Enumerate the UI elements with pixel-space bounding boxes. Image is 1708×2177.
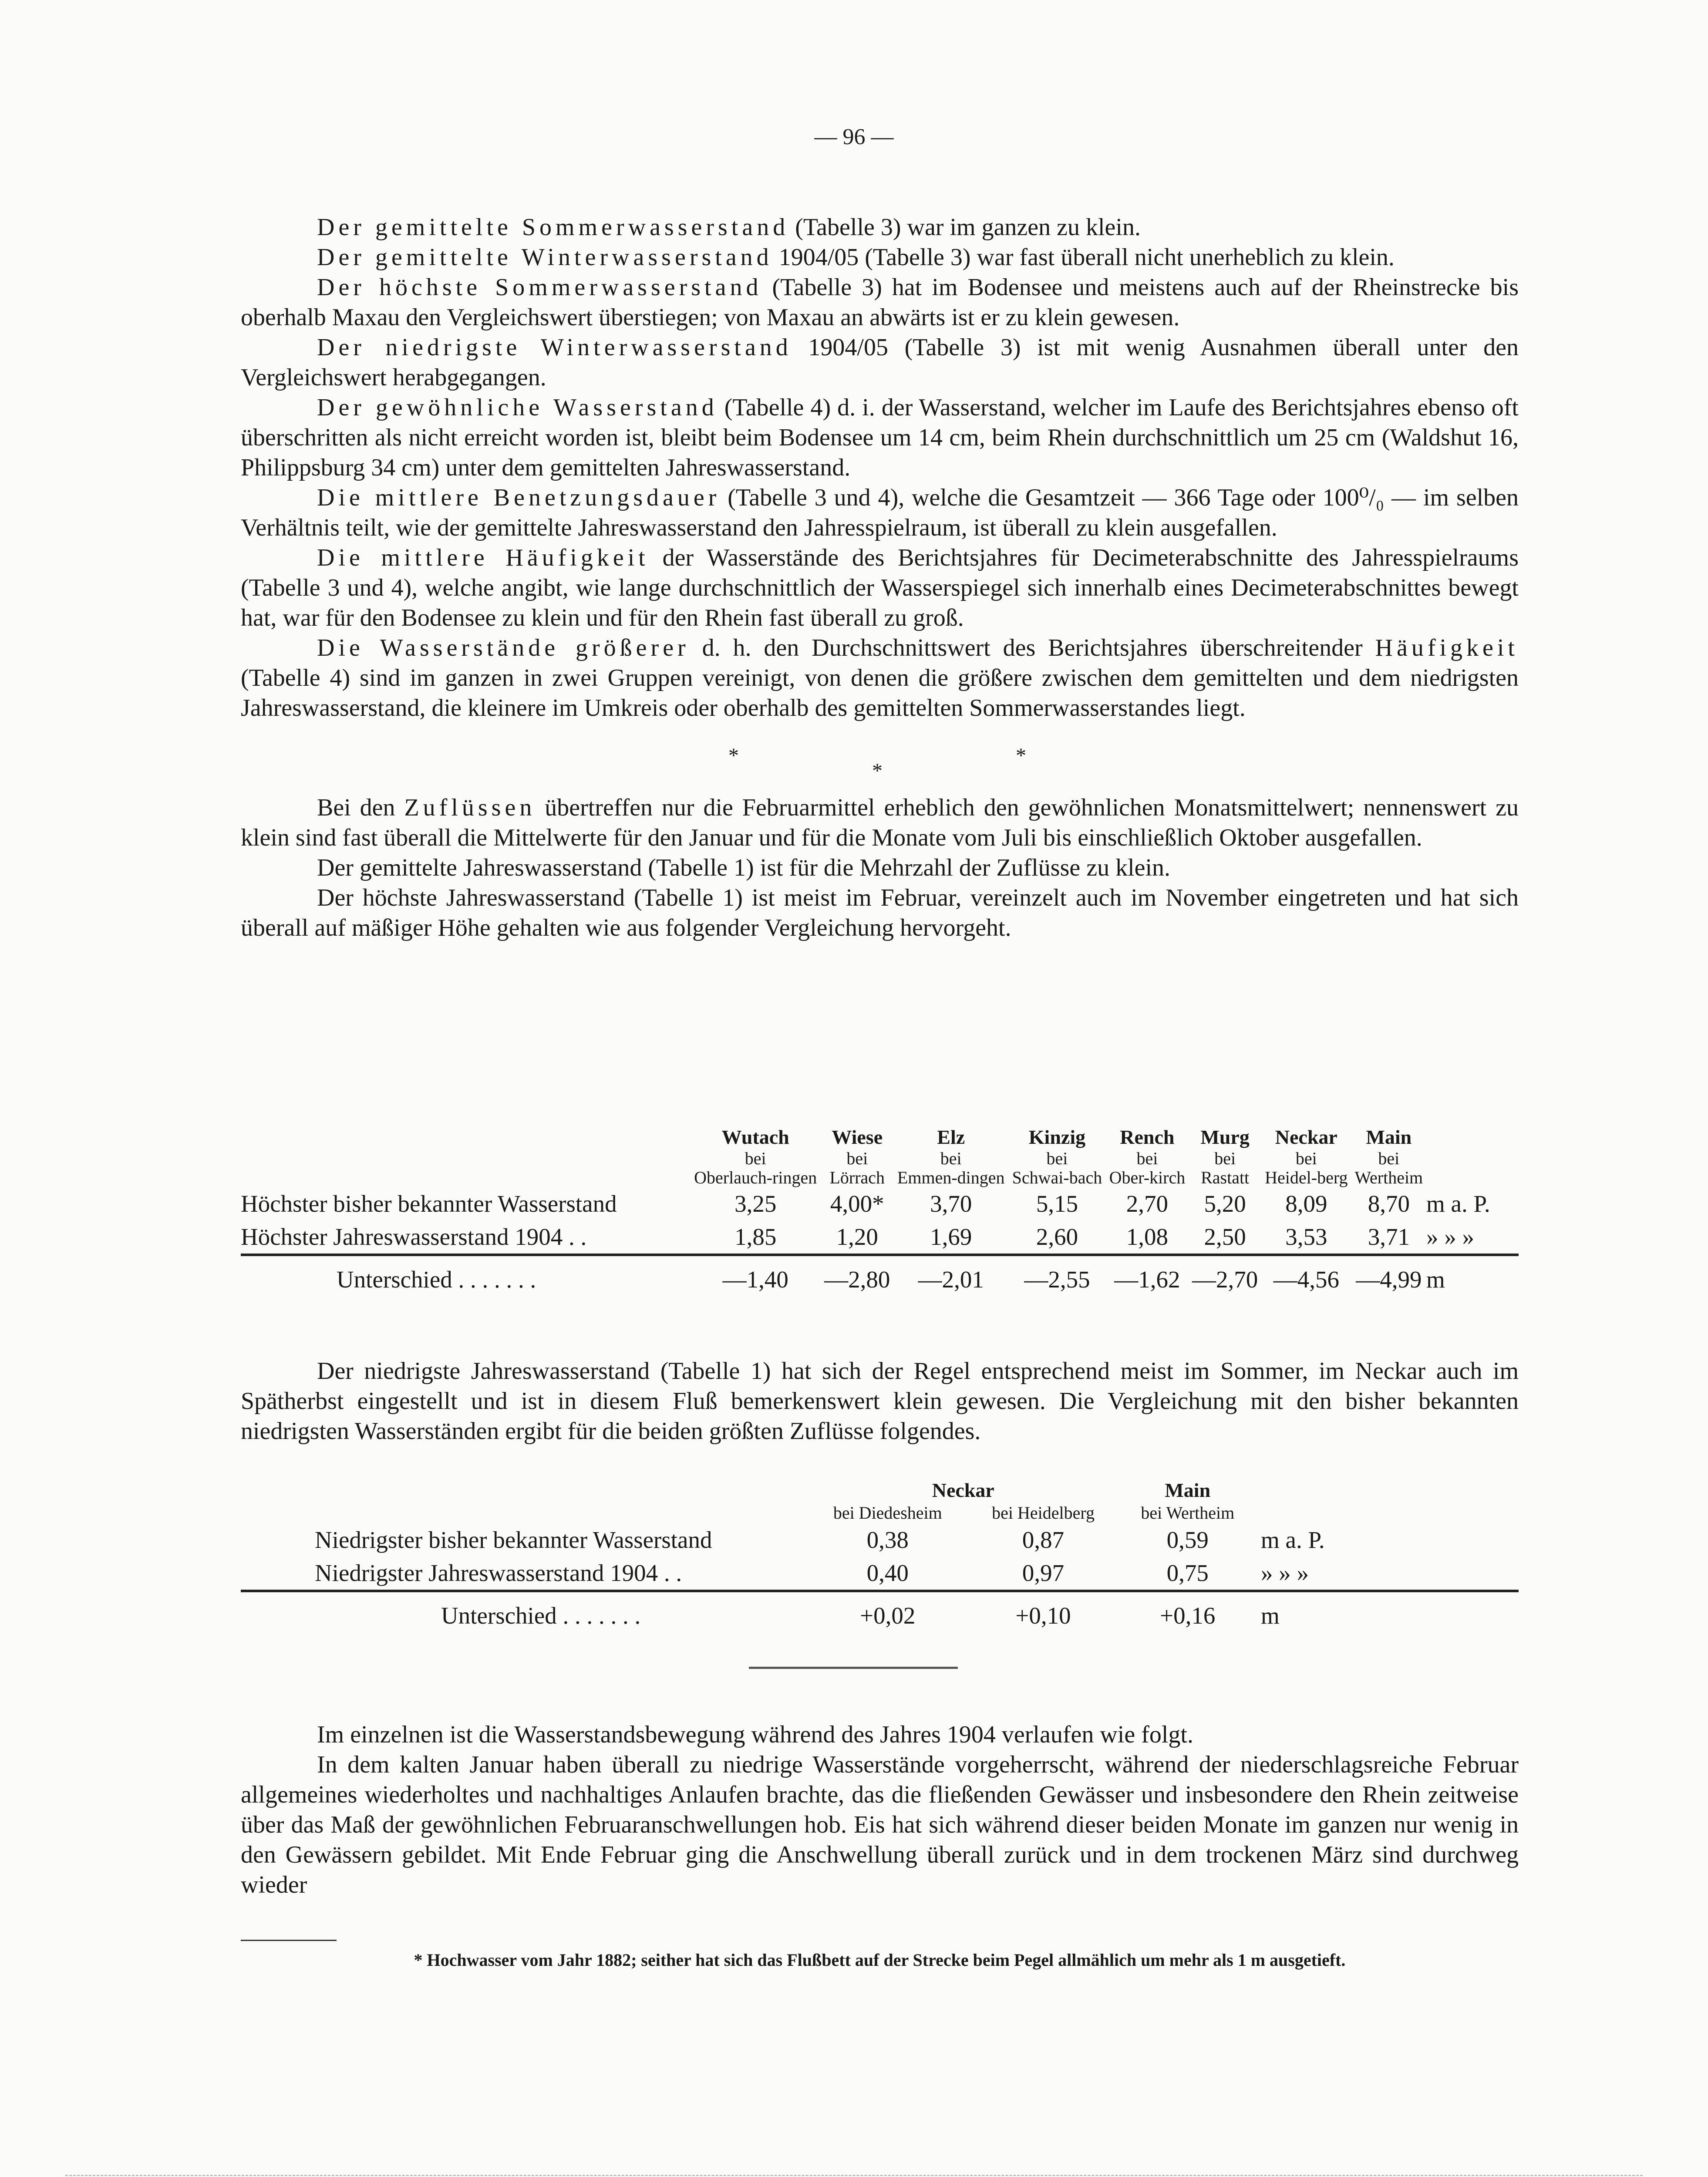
table-row bbox=[241, 1220, 1519, 1255]
header-spacer bbox=[1426, 1168, 1519, 1187]
cell: +0,16 bbox=[1119, 1591, 1257, 1632]
column-place: Ober-kirch bbox=[1109, 1168, 1186, 1187]
table-row bbox=[241, 1557, 1519, 1591]
page-number: — 96 — bbox=[814, 125, 894, 149]
emphasis: Häufigkeit bbox=[1375, 634, 1519, 661]
cell: —1,40 bbox=[690, 1255, 821, 1296]
column-place: bei Diedesheim bbox=[833, 1503, 942, 1523]
emphasis: Zuflüssen bbox=[404, 794, 536, 821]
text: übertreffen nur die Februarmittel erheblich den gewöhnlichen Monatsmittelwert; nennenswert zu klein sind fast überall die Mittelwerte für den Januar und für die Monate vom Juli bis einschließlich Oktober ausgefallen. bbox=[241, 794, 1519, 851]
cell: 2,50 bbox=[1204, 1223, 1246, 1250]
table-row bbox=[241, 1523, 1519, 1557]
row-label: Unterschied . . . . . . . bbox=[241, 1255, 690, 1296]
cell: 0,38 bbox=[866, 1527, 909, 1553]
header-spacer bbox=[241, 1126, 690, 1149]
emphasis: Der gemittelte Winterwasserstand bbox=[317, 244, 773, 271]
cell: 5,20 bbox=[1204, 1190, 1246, 1217]
body-text-upper bbox=[241, 212, 1519, 943]
column-subheader: bei bbox=[1136, 1149, 1158, 1168]
unit: » » » bbox=[1426, 1223, 1474, 1250]
lowest-water-level-table bbox=[241, 1478, 1519, 1632]
cell: 5,15 bbox=[1036, 1190, 1078, 1217]
page-bottom-edge bbox=[65, 2175, 1643, 2176]
column-place: Heidel-berg bbox=[1265, 1168, 1348, 1187]
cell: 3,70 bbox=[930, 1190, 972, 1217]
paragraph: In dem kalten Januar haben überall zu niedrige Wasserstände vorgeherrscht, während der niederschlagsreiche Februar allgemeines wiederholtes und nachhaltiges Anlaufen brachte, das die fließenden Gewässer und insbesondere den Rhein zeitweise über das Maß der gewöhnlichen Februaranschwellungen hob. Eis hat sich während dieser beiden Monate im ganzen nur wenig in den Gewässern gebildet. Mit Ende Februar ging die Anschwellung überall zurück und in dem trockenen März sind durchweg wieder bbox=[241, 1751, 1519, 1898]
section-separator bbox=[241, 723, 1519, 793]
column-header: Wutach bbox=[721, 1126, 789, 1148]
paragraph: Der gemittelte Jahreswasserstand (Tabelle 1) ist für die Mehrzahl der Zuflüsse zu klein. bbox=[317, 854, 1171, 881]
header-spacer bbox=[241, 1149, 690, 1168]
cell: 3,25 bbox=[734, 1190, 777, 1217]
body-text-lower bbox=[241, 1720, 1519, 1900]
cell: —2,55 bbox=[1008, 1255, 1105, 1296]
text: 1904/05 (Tabelle 3) ist mit wenig Ausnahmen überall unter den Vergleichswert herabgegangen. bbox=[241, 334, 1519, 391]
unit: m a. P. bbox=[1261, 1527, 1325, 1553]
paragraph bbox=[241, 483, 1519, 543]
header-spacer bbox=[241, 1503, 808, 1523]
footnote: * Hochwasser vom Jahr 1882; seither hat sich das Flußbett auf der Strecke beim Pegel allmählich um mehr als 1 m ausgetieft. bbox=[414, 1950, 1346, 1970]
column-subheader: bei bbox=[940, 1149, 962, 1168]
column-group-header: Neckar bbox=[932, 1479, 994, 1501]
cell: 8,70 bbox=[1368, 1190, 1410, 1217]
cell: —2,01 bbox=[893, 1255, 1008, 1296]
cell: 2,70 bbox=[1126, 1190, 1169, 1217]
paragraph bbox=[241, 633, 1519, 723]
body-text-middle bbox=[241, 1356, 1519, 1446]
cell: —4,99 bbox=[1351, 1255, 1426, 1296]
column-place: Lörrach bbox=[829, 1168, 885, 1187]
text: (Tabelle 3) hat im Bodensee und meistens auch auf der Rheinstrecke bis oberhalb Maxau den Vergleichswert überstiegen; von Maxau an abwärts ist er zu klein gewesen. bbox=[241, 274, 1519, 331]
section-rule bbox=[749, 1667, 958, 1669]
unit: m bbox=[1257, 1591, 1519, 1632]
table-header-row bbox=[241, 1478, 1519, 1503]
column-header: Elz bbox=[937, 1126, 965, 1148]
cell: 4,00* bbox=[830, 1190, 884, 1217]
cell: 0,97 bbox=[1022, 1560, 1065, 1586]
cell: 3,71 bbox=[1368, 1223, 1410, 1250]
row-label: Unterschied . . . . . . . bbox=[241, 1591, 808, 1632]
table-header-row bbox=[241, 1126, 1519, 1149]
header-spacer bbox=[1426, 1126, 1519, 1149]
row-label: Höchster bisher bekannter Wasserstand bbox=[241, 1190, 617, 1217]
cell: 3,53 bbox=[1285, 1223, 1327, 1250]
text: der Wasserstände des Berichtsjahres für Decimeterabschnitte des Jahresspielraums (Tabelle 3 und 4), welche angibt, wie lange durchschnittlich der Wasserspiegel sich innerhalb eines Decimeterabschnittes bewegt hat, war für den Bodensee zu klein und für den Rhein fast überall zu groß. bbox=[241, 544, 1519, 631]
paragraph bbox=[241, 543, 1519, 633]
column-subheader: bei bbox=[745, 1149, 766, 1168]
column-subheader: bei bbox=[1295, 1149, 1317, 1168]
emphasis: Der niedrigste Winterwasserstand bbox=[317, 334, 792, 361]
column-header: Main bbox=[1366, 1126, 1412, 1148]
cell: +0,10 bbox=[968, 1591, 1119, 1632]
difference-row bbox=[241, 1255, 1519, 1296]
table-header-row bbox=[241, 1168, 1519, 1187]
cell: 1,85 bbox=[734, 1223, 777, 1250]
text: (Tabelle 3) war im ganzen zu klein. bbox=[789, 214, 1141, 241]
column-place: Oberlauch-ringen bbox=[694, 1168, 817, 1187]
unit: m a. P. bbox=[1426, 1190, 1490, 1217]
header-spacer bbox=[1257, 1478, 1519, 1503]
column-header: Rench bbox=[1120, 1126, 1175, 1148]
header-spacer bbox=[241, 1168, 690, 1187]
paragraph: Der niedrigste Jahreswasserstand (Tabelle 1) hat sich der Regel entsprechend meist im Sommer, im Neckar auch im Spätherbst eingestellt und ist in diesem Fluß bemerkenswert klein gewesen. Die Vergleichung mit den bisher bekannten niedrigsten Wasserständen ergibt für die beiden größten Zuflüsse folgendes. bbox=[241, 1358, 1519, 1445]
emphasis: Die mittlere Benetzungsdauer bbox=[317, 484, 721, 511]
cell: 0,87 bbox=[1022, 1527, 1065, 1553]
text: (Tabelle 3 und 4), welche die Gesamtzeit — 366 Tage oder 100⁰/₀ — im selben Verhältnis teilt, wie der gemittelte Jahreswasserstand den Jahresspielraum, ist überall zu klein ausgefallen. bbox=[241, 484, 1519, 541]
text: Bei den bbox=[317, 794, 404, 821]
cell: 0,75 bbox=[1166, 1560, 1209, 1586]
emphasis: Die Wasserstände größerer bbox=[317, 634, 690, 661]
paragraph bbox=[241, 793, 1519, 853]
paragraph bbox=[241, 273, 1519, 333]
header-spacer bbox=[1426, 1149, 1519, 1168]
text: (Tabelle 4) d. i. der Wasserstand, welcher im Laufe des Berichtsjahres ebenso oft überschritten als nicht erreicht worden ist, bleibt beim Bodensee um 14 cm, beim Rhein durchschnittlich um 25 cm (Waldshut 16, Philippsburg 34 cm) unter dem gemittelten Jahreswasserstand. bbox=[241, 394, 1519, 481]
paragraph bbox=[241, 333, 1519, 393]
emphasis: Der gewöhnliche Wasserstand bbox=[317, 394, 718, 421]
column-header: Murg bbox=[1200, 1126, 1250, 1148]
emphasis: Der gemittelte Sommerwasserstand bbox=[317, 214, 789, 241]
cell: 2,60 bbox=[1036, 1223, 1078, 1250]
header-spacer bbox=[241, 1478, 808, 1503]
highest-water-level-table bbox=[241, 1126, 1519, 1296]
column-place: bei Wertheim bbox=[1141, 1503, 1235, 1523]
row-label: Niedrigster Jahreswasserstand 1904 . . bbox=[315, 1560, 682, 1586]
cell: 1,20 bbox=[836, 1223, 878, 1250]
cell: 0,59 bbox=[1166, 1527, 1209, 1553]
text: 1904/05 (Tabelle 3) war fast überall nicht unerheblich zu klein. bbox=[772, 244, 1395, 271]
paragraph bbox=[241, 243, 1519, 273]
column-place: Schwai-bach bbox=[1012, 1168, 1102, 1187]
column-place: Rastatt bbox=[1201, 1168, 1250, 1187]
unit: » » » bbox=[1261, 1560, 1309, 1586]
paragraph: Im einzelnen ist die Wasserstandsbewegung während des Jahres 1904 verlaufen wie folgt. bbox=[317, 1721, 1193, 1748]
column-subheader: bei bbox=[846, 1149, 868, 1168]
text: d. h. den Durchschnittswert des Berichtsjahres überschreitender bbox=[689, 634, 1375, 661]
paragraph bbox=[241, 212, 1519, 243]
emphasis: Der höchste Sommerwasserstand bbox=[317, 274, 762, 301]
table-row bbox=[241, 1187, 1519, 1220]
asterisk: * bbox=[728, 744, 739, 767]
cell: 1,08 bbox=[1126, 1223, 1169, 1250]
cell: —2,70 bbox=[1189, 1255, 1261, 1296]
header-spacer bbox=[1257, 1503, 1519, 1523]
paragraph: Der höchste Jahreswasserstand (Tabelle 1) ist meist im Februar, vereinzelt auch im November eingetreten und hat sich überall auf mäßiger Höhe gehalten wie aus folgender Vergleichung hervorgeht. bbox=[241, 884, 1519, 941]
column-group-header: Main bbox=[1165, 1479, 1211, 1501]
cell: 1,69 bbox=[930, 1223, 972, 1250]
text: (Tabelle 4) sind im ganzen in zwei Gruppen vereinigt, von denen die größere zwischen dem gemittelten und dem niedrigsten Jahreswasserstand, die kleinere im Umkreis oder oberhalb des gemittelten Sommerwasserstandes liegt. bbox=[241, 664, 1519, 721]
column-header: Kinzig bbox=[1028, 1126, 1086, 1148]
cell: +0,02 bbox=[808, 1591, 968, 1632]
column-place: Wertheim bbox=[1354, 1168, 1423, 1187]
column-place: bei Heidelberg bbox=[992, 1503, 1095, 1523]
column-subheader: bei bbox=[1378, 1149, 1400, 1168]
paragraph bbox=[241, 393, 1519, 483]
column-header: Neckar bbox=[1275, 1126, 1337, 1148]
emphasis: Die mittlere Häufigkeit bbox=[317, 544, 649, 571]
cell: —4,56 bbox=[1261, 1255, 1351, 1296]
column-place: Emmen-dingen bbox=[897, 1168, 1005, 1187]
cell: —1,62 bbox=[1106, 1255, 1189, 1296]
table-header-row bbox=[241, 1149, 1519, 1168]
unit: m bbox=[1426, 1255, 1519, 1296]
column-subheader: bei bbox=[1214, 1149, 1236, 1168]
cell: 0,40 bbox=[866, 1560, 909, 1586]
row-label: Niedrigster bisher bekannter Wasserstand bbox=[315, 1527, 712, 1553]
column-header: Wiese bbox=[832, 1126, 883, 1148]
asterisk: * bbox=[1016, 744, 1026, 767]
cell: —2,80 bbox=[821, 1255, 893, 1296]
column-subheader: bei bbox=[1046, 1149, 1068, 1168]
footnote-rule bbox=[241, 1940, 337, 1941]
table-header-row bbox=[241, 1503, 1519, 1523]
cell: 8,09 bbox=[1285, 1190, 1327, 1217]
asterisk: * bbox=[872, 759, 883, 782]
row-label: Höchster Jahreswasserstand 1904 . . bbox=[241, 1223, 587, 1250]
difference-row bbox=[241, 1591, 1519, 1632]
